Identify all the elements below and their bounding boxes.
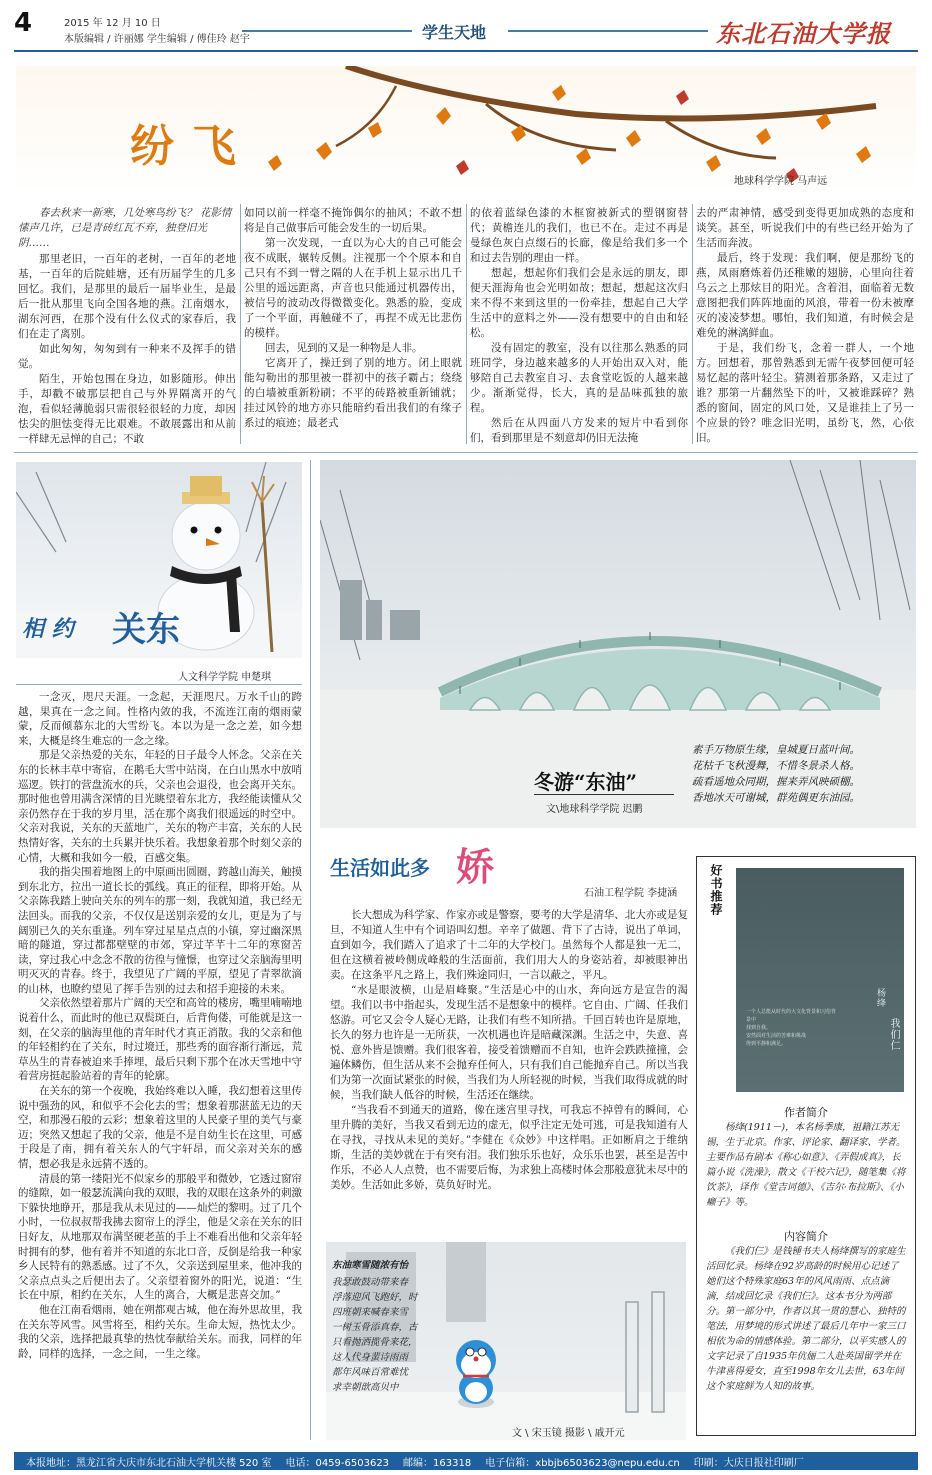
poem-line: 香地冰天可谢城，群苑偶更东油园。 [692,792,860,804]
footer-post: 邮编：163318 [403,1457,472,1469]
editors-line: 本版编辑 / 许丽娜 学生编辑 / 傅佳玲 赵宇 [64,34,250,45]
fenfei-col2-p2: 第一次发现，一直以为心大的自己可能会夜不成眠，辗转反侧。注视那一个个原本和自己只有不到一臂之隔的人在手机上显示出几千公里的遥远距离，声音也只能通过机器传出，被信号的波动改得微微变化。熟悉的脸，变成了一个平面，再触碰不了，再捏不成无比悲伤的模样。 [244,237,462,339]
col-divider [466,204,467,444]
guandong-rule [16,684,302,685]
shenghuo-author: 石油工程学院 李捷涵 [584,888,678,899]
guandong-p4: 父亲依然望着那片广阔的天空和高耸的楼房，嘴里喃喃地说着什么，而此时的他已双鬓斑白，后背佝偻，可能就是这一刻，在父亲的脑海里他的青年时代才真正消散。我的父亲和他的年轻相约在了关东，时过境迁，那些秀的面容渐行渐远，荒草丛生的青春被迫来手捧埋，最后只剩下那个在冰天雪地中守着营房挺起脸站着的青年的轮廓。 [18,997,302,1083]
poem-line: 素手万物原生缘，皇城夏日蓝叶间。 [692,744,860,756]
photo-poem-line: 一树玉骨添真春，古 [332,1322,418,1333]
guandong-title-b: 关东 [112,610,180,650]
photo-poem-line: 求幸朝歆高贝中 [332,1382,399,1393]
section-divider [14,452,918,453]
poem-line: 花枯千飞秋漫舞，不惜冬景杀人格。 [692,760,860,772]
shenghuo-title-b: 娇 [456,844,495,889]
fenfei-col3-p4: 然后在从四面八方发来的短片中看到你们，看到那里是不刻意却仍旧无法掩 [470,417,688,444]
section-title: 学生天地 [422,23,487,42]
paper-title: 东北石油大学报 [716,19,891,48]
book-cover [736,868,904,1092]
guandong-author: 人文科学学院 申楚琪 [178,672,272,683]
fenfei-col3-p3: 没有固定的教室，没有以往那么熟悉的同班同学，身边越来越多的人开始出双入对，能够陪自己去教室自习、去食堂吃饭的人越来越少。渐渐觉得，长大，真的是品味孤独的旅程。 [470,342,688,414]
photo-poem-line: 都年风味百常难忧 [332,1367,409,1378]
photo-credit: 文 \ 宋玉镜 摄影 \ 戚开元 [512,1428,625,1439]
cover-line: 得到平静和满足。 [746,1041,787,1047]
fenfei-col3 [470,206,688,446]
photo-poem-line: 只看抛洒揽骨来花， [332,1337,418,1348]
footer-address: 本报地址：黑龙江省大庆市东北石油大学机关楼 520 室 [26,1457,272,1469]
header-rule-left [242,30,412,32]
dongyou-rule [534,794,674,795]
photo-poem-line: 四班朝来喊春来雪 [332,1307,409,1318]
cover-line: 一个人总能从时代的大文化背景和习俗背景中 [746,1009,837,1023]
col-divider [692,204,693,444]
footer-email: 电子信箱：xbbjb6503623@nepu.edu.cn [485,1457,680,1469]
dongyou-poem [692,742,914,806]
page-number: 4 [14,8,33,38]
fenfei-title: 纷飞 [130,121,254,172]
col-divider [240,204,241,444]
shenghuo-title-a: 生活如此多 [330,856,430,880]
cover-small-text [746,1008,836,1048]
guandong-p5: 在关东的第一个夜晚，我始终难以入睡，我幻想着这里传说中强劲的风，和似乎不会化去的雪；想象着那湛蓝无边的天空，和那漫石般的云彩；想象着这里的人民豪子里的美气与豪迈；突然又想起了我的父亲，他是不是自幼生长在这里，可感于段是了南，拥有着关东人的气宇轩昂，而父亲对关东的感情，想必我是永远猜不透的。 [18,1085,302,1170]
fenfei-col4-p1: 去的严肃神情，感受到变得更加成熟的态度和谈笑。甚至，听说我们中的有些已经开始为了生活而奔波。 [696,207,914,249]
fenfei-col1-p1: 那里老旧，一百年的老树，一百年的老地基，一百年的后院蛙塘，还有历届学生的几多回忆。我们，是那里的最后一届毕业生，是最后一批从那里飞向全国各地的燕。江南烟水，湖东河西，在那个没有什么仪式的家春后，我们在走了离别。 [18,253,236,340]
fenfei-col3-p2: 想起，想起你们我们会是永远的朋友，即便天涯海角也会光明如故；想起，想起这次归来不得不来到这里的一份牵挂，想起自己大学生活中的意料之外——没有想要中的自由和轻松。 [470,267,688,339]
header-bottom-line [14,50,918,52]
dongyou-author: 文\地球科学学院 迟鹏 [546,804,643,815]
cover-title: 我们仁 [888,1018,899,1051]
fenfei-col1-p2: 如此匆匆，匆匆到有一种来不及挥手的错觉。 [18,343,236,370]
cover-line: 找到自我。 [746,1025,772,1031]
fenfei-col2-p3: 回去，见到的又是一种物是人非。 [265,342,423,354]
shenghuo-p2: “水是眼波横，山是眉峰聚。”生活是心中的山水，奔向远方是宣告的渴望。我们以书中指起头，发现生活不是想象中的模样。它自由、广阔、任我们悠游。可它又会令人疑心无路，让我们有些不知所措。千回百转也许是原地，长久的努力也许是一无所获，一次机遇也许是暗藏深渊。生活之中，失意、喜悦、意外皆是馈赠。我们很客着，接受着馈赠而不自知，也许会跌跌撞撞，会遍体鳞伤，但生活从来不会抛弃任何人，只有我们自己能抛弃自己。所以当我们为第一次面试紧张的时候，当我们为人所轻视的时候，当我们取得成就的时候，当我们缺人低谷的时候，生活还在继续。 [330,984,688,1101]
header-rule-right [508,30,708,32]
fenfei-col1 [18,252,236,447]
fenfei-col4 [696,206,914,446]
footer-print: 印刷：大庆日报社印刷厂 [693,1457,804,1469]
photo-poem-box [332,1258,428,1395]
author-intro: 杨绛(1911－)，本名杨季康，祖籍江苏无锡，生于北京。作家、评论家、翻译家、学者。主要作品有剧本《称心如意》、《弄假成真》，长篇小说《洗澡》，散文《干校六记》，随笔集《将饮茶》，译作《堂吉诃德》、《吉尔·布拉斯》、《小癞子》等。 [706,1122,906,1208]
photo-poem-line: 东油寒雪随浓有怡 [332,1260,409,1271]
dongyou-title: 冬游“东油” [534,770,638,794]
col-divider [310,460,311,1440]
fenfei-col4-p3: 于是，我们纷飞，念着一群人，一个地方。回想着，那曾熟悉到无需午夜梦回便可轻易忆起的落叶轻尘。猜测着那条路，又走过了谁？那第一片翻然坠下的叶，又被谁踩碎？熟悉的窗间，固定的风口处，又是谁挂上了另一个应景的铃？唯念旧光明，虽纷飞，然，心依旧。 [696,342,914,444]
shenghuo-body [330,908,688,1193]
cover-author: 杨绛 [875,988,885,1008]
shenghuo-p1: 长大想成为科学家、作家亦或是警察，要考的大学是清华、北大亦或是复旦，不知道人生中有个词语叫幻想。辛辛了做题、背下了古诗，说出了单词，直到如今，我们踏入了追求了十二年的大学校门。虽然每个人都是独一无二，但在这横着被岭侧成峰般的生活面前，我们用大人的身姿站着，却被眼神出卖。在这条平凡之路上，我们殊途同归，一言以蔽之，平凡。 [330,909,688,981]
guandong-body [18,690,302,1361]
content-intro: 《我们仨》是钱锺书夫人杨绛撰写的家庭生活回忆录。杨绛在92岁高龄的时候用心记述了她们这个特殊家庭63年的风风雨雨、点点滴滴，结成回忆录《我们仨》。这本书分为两部分。第一部分中，作者以其一贯的慧心、独特的笔法，用梦境的形式讲述了最后几年中一家三口相依为命的情感体验。第二部分，以平实感人的文字记录了自1935年伉俪二人赴英国留学并在牛津喜得爱女，直至1998年女儿去世，63年间这个家庭鲜为人知的故事。 [706,1246,906,1392]
footer-bar [14,1452,918,1470]
poem-line: 疏看遥地众同期，握来弄风映硕棚。 [692,776,860,788]
photo-poem-line: 我瑟敢鼓动带来春 [332,1277,409,1288]
author-heading: 作者简介 [784,1106,828,1119]
guandong-p7: 他在江南看烟雨，她在朔都观古城，他在海外思故里，我在关东等风雪。风雪将至，相约关东。生命太短，热忱太少。我的父亲，选择把最真挚的热忱奉献给关东。而我，同样的年龄，同样的选择，一念之间，一生之缘。 [18,1303,302,1360]
fenfei-col2-p4: 它离开了，操迁到了别的地方。闭上眼就能勾勒出的那里被一群初中的孩子霸占；绕绕的白墙被重新粉刷；不平的砖路被重新铺就；挂过风铃的地方亦只能暗约看出我们的有缘子系过的痕迹；最老式 [244,357,462,429]
footer-phone: 电话：0459-6503623 [285,1457,390,1469]
fenfei-col2-p1: 如同以前一样毫不掩饰偶尔的抽风；不敢不想将是自己做事后可能会发生的一切后果。 [244,207,462,234]
fenfei-col2 [244,206,462,431]
book-label: 好书推荐 [709,864,723,916]
fenfei-col3-p1: 的依着蓝绿色漆的木框窗被新式的塑钢窗替代；黄檐连儿的我们，也已不在。走过不再是曼绿色灰白点缀石的长廊，像是给我们多一个和过去告别的理由一样。 [470,207,688,264]
guandong-p6: 清晨的第一缕阳光不似家乡的那般平和微妙，它透过窗帘的缝隙，如一般瑟流满向我的双眼，我的双眼在这条外的刺激下躲快地睁开，那是我从未见过的——灿烂的黎明。过了几个小时，一位叔叔帮我拂去窗帘上的浮尘，他是父亲在关东的旧日好友，从地那双布满坚硬老茧的手上不难看出他和父亲年轻时拥有的梦，他有着并不知道的东北口音，反倒是给我一种家乡人民特有的熟悉感。过了不久，父亲送到屋里来，他冲我的父亲点点头之后便出去了。父亲望着窗外的阳光，说道：“生长在中原，相约在关东，人生的离合，大概是悲喜交加。” [18,1172,302,1302]
cover-line: 安然面对生活的苦难和挑战 [746,1033,807,1039]
fenfei-col1-p3: 陌生，开始包围在身边，如影随形。伸出手，却戳不破那层把自己与外界隔离开的气泡，看似轻薄脆弱只需很轻很轻的力度，却因怯尖的胆怯变得无比艰难。不敢展露出和从前一样肆无忌惮的自己；不敢 [18,373,236,445]
guandong-p3: 我的指尖围着地图上的中原画出圆圈，跨越山海关，触摸到东北方，拉出一道长长的弧线。真正的征程，即将开始。从父亲陈我踏上驶向关东的列车的那一刻，我就知道，我已经无法回头。而我的父亲，不仅仅是送别亲爱的女儿，更是为了与阔别已久的关东重逢。列车穿过星星点点的小镇，穿过幽深黑暗的隧道，穿过都都壁壁的市郊，穿过芊芊十二年的寒窗苦读，穿过我心中念念不散的彷徨与憧憬，也穿过父亲脑海里明明灭灭的青春。终于，我望见了广阔的平原，望见了青翠欲滴的山林，也瞭约望见了挥手告别的过去和招手迎接的未来。 [18,866,302,995]
content-heading: 内容简介 [784,1230,828,1243]
photo-poem-line: 这人代身蜚诗雨雨 [332,1352,409,1363]
fenfei-col4-p2: 最后，终于发现：我们啊，便是那纷飞的燕，凤雨磨炼着仍还稚嫩的翅膀，心里向往着乌云之上那炫目的阳光。含着泪，面临着无数意图把我们阵阵地面的风浪，带着一份未被摩灭的凌凌梦想。哪怕，我们知道，有时候会是难免的淋漓鲜血。 [696,252,914,339]
issue-date: 2015 年 12 月 10 日 [64,18,161,29]
guandong-title-a: 相 约 [22,616,74,642]
guandong-p2: 那是父亲热爱的关东，年轻的日子最令人怀念。父亲在关东的长林丰草中寄宿，在鹅毛大雪中站岗，在白山黑水中放哨巡逻。铁打的营盘流水的兵，父亲也会退役，也会离开关东。那时他也曾用满含深情的目光眺望着东北方，我经能读懂从父亲仍然存在于我的岁月里，活在那个离我们很遥远的时空中。父亲对我说，关东的天蓝地广，关东的物产丰富，关东的人民热情好客，关东的土兵累并快乐着。我想象着那个时刻父亲的心情，大概和我如今一般，百感交集。 [18,749,302,864]
fenfei-lede: 春去秋来一新寒，几处寒鸟纷飞？ 花影情愫声几许，已是青砖红瓦不弃，独登旧光阴…… [18,207,232,249]
photo-poem-line: 浮落迎风飞跑好，时 [332,1292,418,1303]
guandong-p1: 一念灭，咫尺天涯。一念起，天涯咫尺。万水千山的跨越，果真在一念之间。性格内敛的我，不流连江南的烟雨蒙蒙，反而倾慕东北的大雪纷飞。本以为是一念之差，如今想来，大概是终生难忘的一念之缘。 [18,691,302,747]
shenghuo-p3: “当我看不到通天的道路，像在迷宫里寻找，可我忘不掉曾有的瞬间，心里升腾的美好，当我又看到无边的虚无，似乎注定无处可逃，可是我知道有人在寻找，寻找从未见的美好。”李健在《众妙》中这样唱。正如断肩之于维纳斯，生活的美妙就在于有突有泪。我们独乐乐也好，众乐乐也罢，甚至是苦中作乐，不必人人点赞，也不需要后悔，为求独上高楼时体会那般意犹未尽中的美妙。生活如此多娇，莫负好时光。 [330,1104,688,1191]
fenfei-author: 地球科学学院 马声远 [734,176,828,187]
